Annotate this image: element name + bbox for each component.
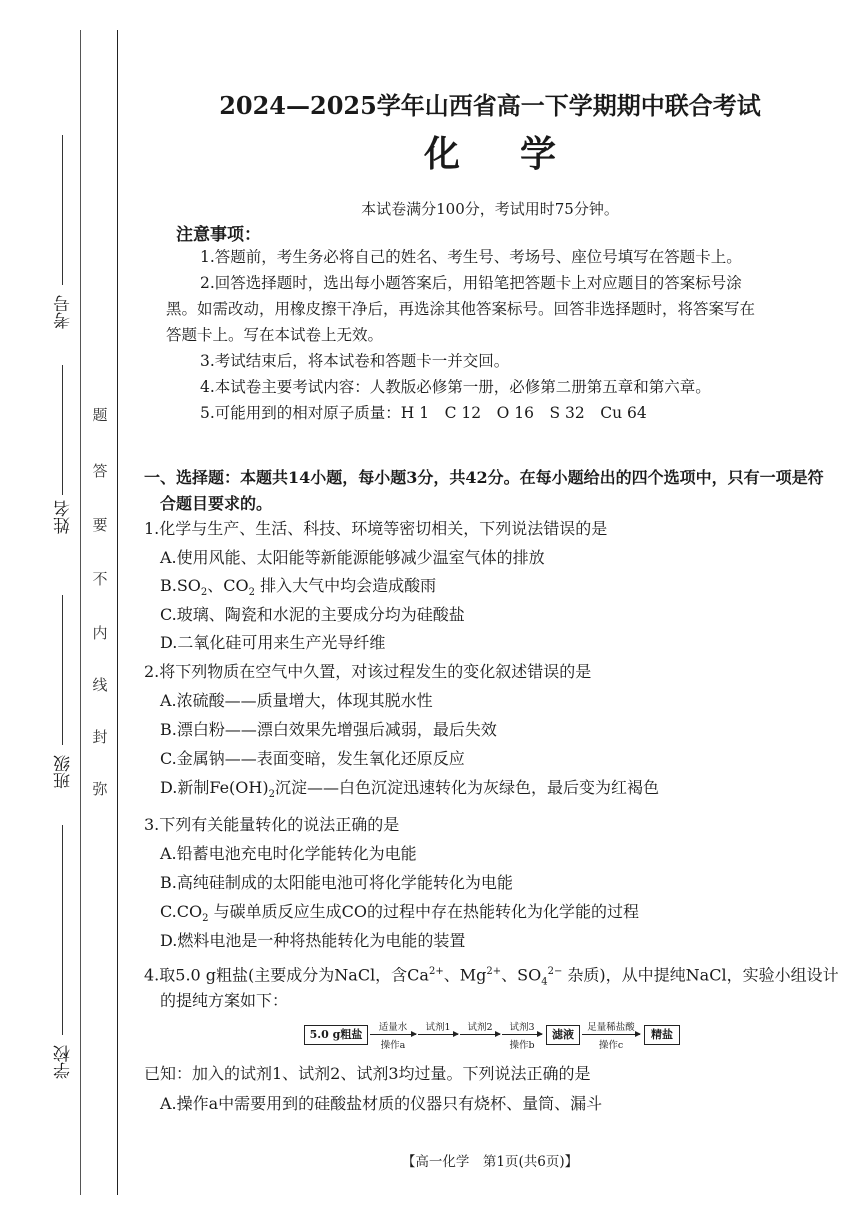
- flow-arrow: [460, 1034, 500, 1035]
- flow-arrow: [502, 1034, 542, 1035]
- exam-info: 本试卷满分100分，考试用时75分钟。: [361, 200, 619, 218]
- flow-arrow: [582, 1034, 640, 1035]
- exam-page: 考号 姓名 班级 学校 弥 封 线 内 不 要 答 题 2024—2025学年山西省高一下学期期中联合考试 化学 本试卷满分100分，考试用时75分钟。 注意事项： 1.答题前，考生务必将自己的姓名、考生号、考场号、座位号填写在答题卡上。 2.回答选择题时，选出每小题答案后，用铅笔把答题卡上对应题目的答案标号涂 黑。如需改动，用橡皮擦干净后，再选涂其他答案标号。回答非选择题时，将答案写在 答题卡上。写在本试卷上无效。 3.考试结束后，将本试卷和答题卡一并交回。 4.本试卷主要考试内容：人教版必修第一册，必修第二册第五章和第六章。 5.可能用到的相对原子质量：H 1 C 12 O 16 S 32 Cu 64 一、选择题：本题共14小题，每小题3分，共42分。在每小题给出的四个选项中，只有一项是符 合题目要求的。 1.化学与生产、生活、科技、环境等密切相关，下列说法错误的是 A.使用风能、太阳能等新能源能够减少温室气体的排放 $B.SO_2$、$CO_2$ 排入大气中均会造成酸雨 C.玻璃、陶瓷和水泥的主要成分均为硅酸盐 D.二氧化硅可用来生产光导纤维 2.将下列物质在空气中久置，对该过程发生的变化叙述错误的是 A.浓硫酸——质量增大，体现其脱水性 B.漂白粉——漂白效果先增强后减弱，最后失效 C.金属钠——表面变暗，发生氧化还原反应 D.新制$Fe(OH)_2$沉淀——白色沉淀迅速转化为灰绿色，最后变为红褐色 3.下列有关能量转化的说法正确的是 A.铅蓄电池充电时化学能转化为电能 B.高纯硅制成的太阳能电池可将化学能转化为电能 $C.CO_2$ 与碳单质反应生成CO的过程中存在热能转化为化学能的过程 D.燃料电池是一种将热能转化为电能的装置 4.取5.0 g粗盐(主要成分为NaCl，含$Ca^{2+}$、$Mg^{2+}$、$SO_4^{2-}$ 杂质)，从中提纯NaCl，实验小组设计 的提纯方案如下： 5.0 g粗盐 适量水 操作a 试剂1 试剂2 试剂3 操作b 滤液 足量稀盐酸 操作c 精盐 已知：加入的试剂1、试剂2、试剂3均过量。下列说法正确的是 A.操作a中需要用到的硅酸盐材质的仪器只有烧杯、量筒、漏斗 【高一化学 第1页(共6页)】: [0, 0, 860, 1215]
- flow-arrow: [370, 1034, 416, 1035]
- flow-box-refined-salt: 精盐: [644, 1025, 680, 1045]
- binding-seal-line: [117, 30, 118, 1195]
- purification-flowchart: 5.0 g粗盐 适量水 操作a 试剂1 试剂2 试剂3 操作b 滤液 足量稀盐酸 操作c 精盐: [304, 1022, 684, 1052]
- binding-outer-line: [80, 30, 81, 1195]
- field-school: 学校: [53, 1045, 74, 1079]
- blank-line: [62, 595, 63, 745]
- q4-option-a: A.操作a中需要用到的硅酸盐材质的仪器只有烧杯、量筒、漏斗: [160, 1094, 603, 1113]
- flow-box-crude-salt: 5.0 g粗盐: [304, 1025, 368, 1045]
- question-2-stem: 2.将下列物质在空气中久置，对该过程发生的变化叙述错误的是: [144, 662, 592, 681]
- field-exam-number: 考号: [53, 295, 74, 329]
- blank-line: [62, 825, 63, 1035]
- field-class: 班级: [53, 755, 74, 789]
- question-3-stem: 3.下列有关能量转化的说法正确的是: [144, 815, 400, 834]
- question-4-stem: 4.取5.0 g粗盐(主要成分为NaCl，含$Ca^{2+}$、$Mg^{2+}$、$SO_4^{2-}$ 杂质)，从中提纯NaCl，实验小组设计: [144, 965, 839, 988]
- blank-line: [62, 365, 63, 495]
- question-4-given: 已知：加入的试剂1、试剂2、试剂3均过量。下列说法正确的是: [144, 1064, 591, 1083]
- question-4-stem-cont: 的提纯方案如下：: [160, 991, 289, 1010]
- q1-option-d: D.二氧化硅可用来生产光导纤维: [160, 633, 386, 652]
- question-1-stem: 1.化学与生产、生活、科技、环境等密切相关，下列说法错误的是: [144, 519, 608, 538]
- notice-item: 4.本试卷主要考试内容：人教版必修第一册，必修第二册第五章和第六章。: [200, 378, 711, 396]
- q2-option-c: C.金属钠——表面变暗，发生氧化还原反应: [160, 749, 465, 768]
- page-footer: 【高一化学 第1页(共6页)】: [401, 1154, 579, 1170]
- notice-item: 1.答题前，考生务必将自己的姓名、考生号、考场号、座位号填写在答题卡上。: [200, 248, 742, 266]
- flow-arrow: [418, 1034, 458, 1035]
- q1-option-c: C.玻璃、陶瓷和水泥的主要成分均为硅酸盐: [160, 605, 465, 624]
- flow-box-filtrate: 滤液: [546, 1025, 580, 1045]
- q2-option-d: D.新制$Fe(OH)_2$沉淀——白色沉淀迅速转化为灰绿色，最后变为红褐色: [160, 778, 659, 801]
- notice-item: 答题卡上。写在本试卷上无效。: [166, 326, 384, 344]
- notice-item: 5.可能用到的相对原子质量：H 1 C 12 O 16 S 32 Cu 64: [200, 404, 647, 422]
- q3-option-a: A.铅蓄电池充电时化学能转化为电能: [160, 844, 417, 863]
- q1-option-b: $B.SO_2$、$CO_2$ 排入大气中均会造成酸雨: [160, 576, 437, 599]
- q1-option-a: A.使用风能、太阳能等新能源能够减少温室气体的排放: [160, 548, 545, 567]
- notice-item: 黑。如需改动，用橡皮擦干净后，再选涂其他答案标号。回答非选择题时，将答案写在: [166, 300, 756, 318]
- q3-option-c: $C.CO_2$ 与碳单质反应生成CO的过程中存在热能转化为化学能的过程: [160, 902, 639, 925]
- notice-item: 3.考试结束后，将本试卷和答题卡一并交回。: [200, 352, 510, 370]
- q2-option-a: A.浓硫酸——质量增大，体现其脱水性: [160, 691, 433, 710]
- q3-option-b: B.高纯硅制成的太阳能电池可将化学能转化为电能: [160, 873, 513, 892]
- subject-title: 化学: [423, 133, 616, 175]
- q2-option-b: B.漂白粉——漂白效果先增强后减弱，最后失效: [160, 720, 497, 739]
- notice-item: 2.回答选择题时，选出每小题答案后，用铅笔把答题卡上对应题目的答案标号涂: [200, 274, 742, 292]
- section-heading: 一、选择题：本题共14小题，每小题3分，共42分。在每小题给出的四个选项中，只有一项是符 合题目要求的。: [144, 468, 824, 513]
- q3-option-d: D.燃料电池是一种将热能转化为电能的装置: [160, 931, 466, 950]
- notice-heading: 注意事项：: [176, 225, 261, 245]
- exam-title: 2024—2025学年山西省高一下学期期中联合考试: [219, 91, 761, 120]
- blank-line: [62, 135, 63, 285]
- field-name: 姓名: [53, 500, 74, 534]
